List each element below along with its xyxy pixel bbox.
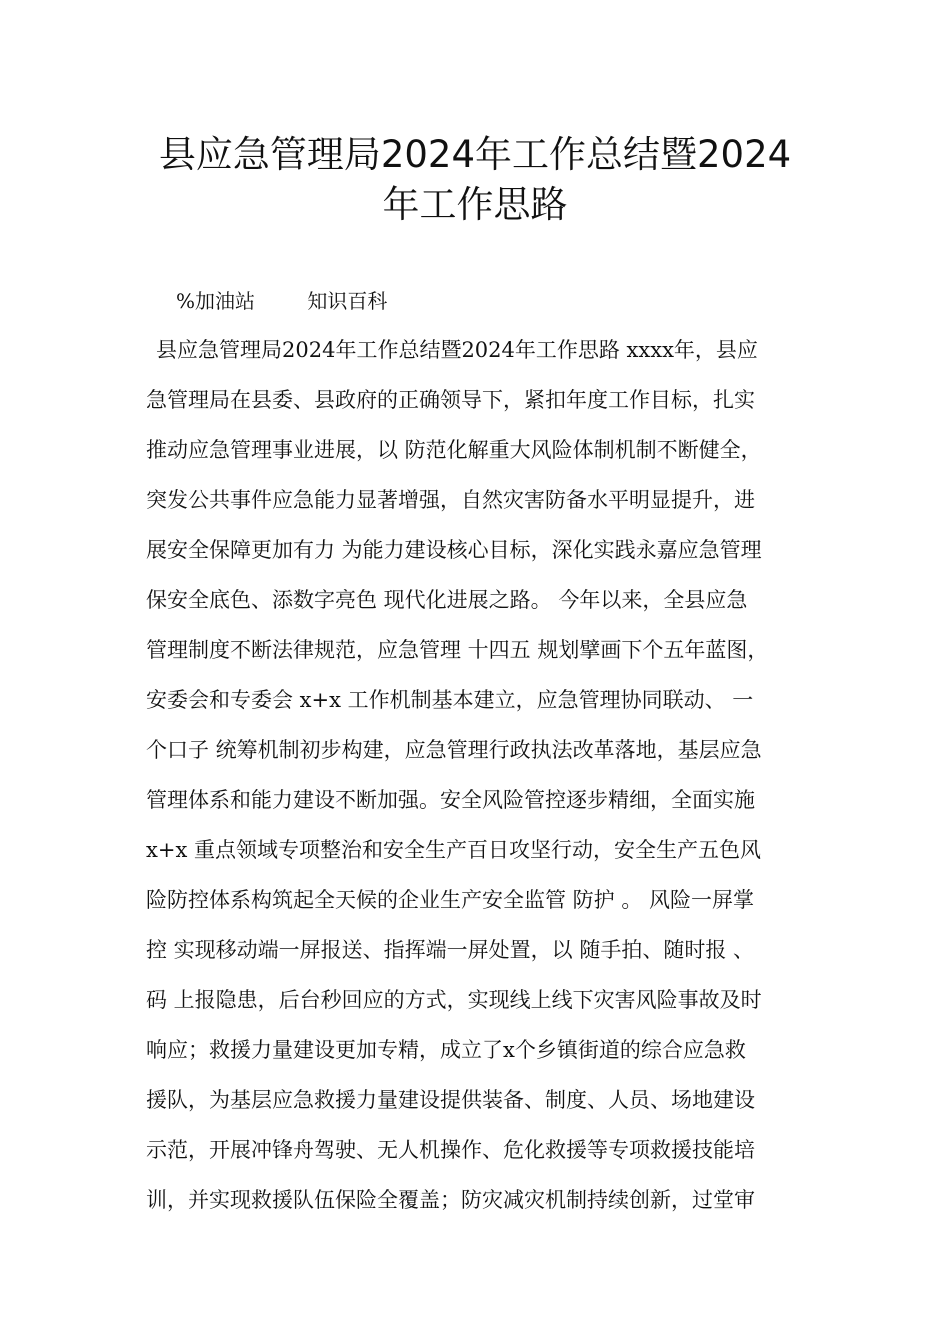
body-line: 险防控体系构筑起全天候的企业生产安全监管 防护 。 风险一屏掌 xyxy=(146,888,755,912)
body-line: 援队，为基层应急救援力量建设提供装备、制度、人员、场地建设 xyxy=(146,1088,755,1112)
source-label: %加油站 xyxy=(176,289,256,313)
body-line: 安委会和专委会 x+x 工作机制基本建立，应急管理协同联动、 一 xyxy=(146,688,754,712)
body-line: 推动应急管理事业进展，以 防范化解重大风险体制机制不断健全， xyxy=(146,438,762,462)
document-meta xyxy=(176,287,387,315)
body-line: 控 实现移动端一屏报送、指挥端一屏处置，以 随手拍、随时报 、 xyxy=(146,938,755,962)
body-line: 码 上报隐患，后台秒回应的方式，实现线上线下灾害风险事故及时 xyxy=(146,988,762,1012)
body-line: 管理制度不断法律规范，应急管理 十四五 规划擘画下个五年蓝图， xyxy=(146,638,769,662)
category-label: 知识百科 xyxy=(307,289,388,313)
body-line: 训，并实现救援队伍保险全覆盖；防灾减灾机制持续创新，过堂审 xyxy=(146,1188,755,1212)
body-line: 急管理局在县委、县政府的正确领导下，紧扣年度工作目标，扎实 xyxy=(146,388,755,412)
body-line: 县应急管理局2024年工作总结暨2024年工作思路 xxxx年，县应 xyxy=(156,338,758,362)
body-line: x+x 重点领域专项整治和安全生产百日攻坚行动，安全生产五色风 xyxy=(146,838,761,862)
body-line: 响应；救援力量建设更加专精，成立了x个乡镇街道的综合应急救 xyxy=(146,1038,746,1062)
document-body xyxy=(146,336,826,1236)
body-line: 突发公共事件应急能力显著增强，自然灾害防备水平明显提升，进 xyxy=(146,488,755,512)
document-title xyxy=(100,130,850,230)
title-line-2: 年工作思路 xyxy=(382,183,568,226)
title-line-1: 县应急管理局2024年工作总结暨2024 xyxy=(158,133,792,176)
body-line: 保安全底色、添数字亮色 现代化进展之路。 今年以来，全县应急 xyxy=(146,588,748,612)
body-line: 展安全保障更加有力 为能力建设核心目标，深化实践永嘉应急管理 xyxy=(146,538,762,562)
body-line: 个口子 统筹机制初步构建，应急管理行政执法改革落地，基层应急 xyxy=(146,738,762,762)
body-line: 管理体系和能力建设不断加强。安全风险管控逐步精细，全面实施 xyxy=(146,788,755,812)
body-line: 示范，开展冲锋舟驾驶、无人机操作、危化救援等专项救援技能培 xyxy=(146,1138,755,1162)
